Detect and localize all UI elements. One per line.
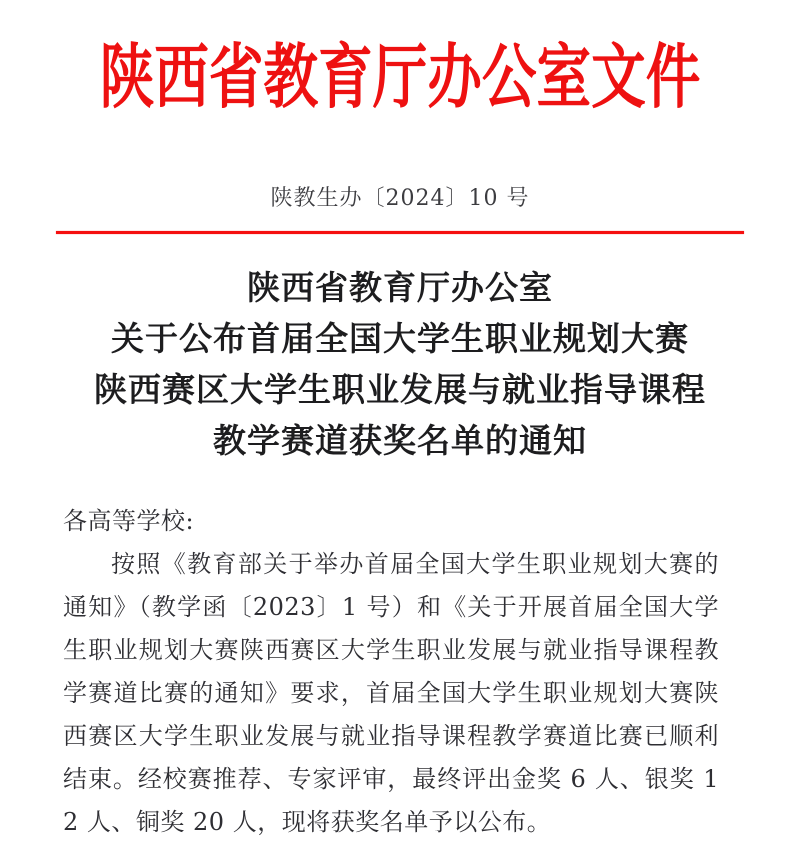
document-number: 陕教生办〔2024〕10 号 xyxy=(270,186,530,211)
notice-title-line-4: 教学赛道获奖名单的通知 xyxy=(213,421,587,460)
notice-title xyxy=(0,262,800,466)
body-paragraph: 按照《教育部关于举办首届全国大学生职业规划大赛的通知》（教学函〔2023〕1 号）和《关于开展首届全国大学生职业规划大赛陕西赛区大学生职业发展与就业指导课程教学赛道比赛的通知》要求，首届全国大学生职业规划大赛陕西赛区大学生职业发展与就业指导课程教学赛道比赛已顺利结束。经校赛推荐、专家评审，最终评出金奖 6 人、银奖 12 人、铜奖 20 人，现将获奖名单予以公布。 xyxy=(63,550,719,836)
notice-title-line-2: 关于公布首届全国大学生职业规划大赛 xyxy=(111,319,689,358)
salutation: 各高等学校: xyxy=(63,507,195,535)
notice-body xyxy=(63,500,719,844)
notice-title-line-1: 陕西省教育厅办公室 xyxy=(247,268,553,307)
red-separator-rule xyxy=(56,231,744,234)
masthead-title: 陕西省教育厅办公室文件 xyxy=(99,35,701,118)
notice-title-line-3: 陕西赛区大学生职业发展与就业指导课程 xyxy=(94,370,706,409)
